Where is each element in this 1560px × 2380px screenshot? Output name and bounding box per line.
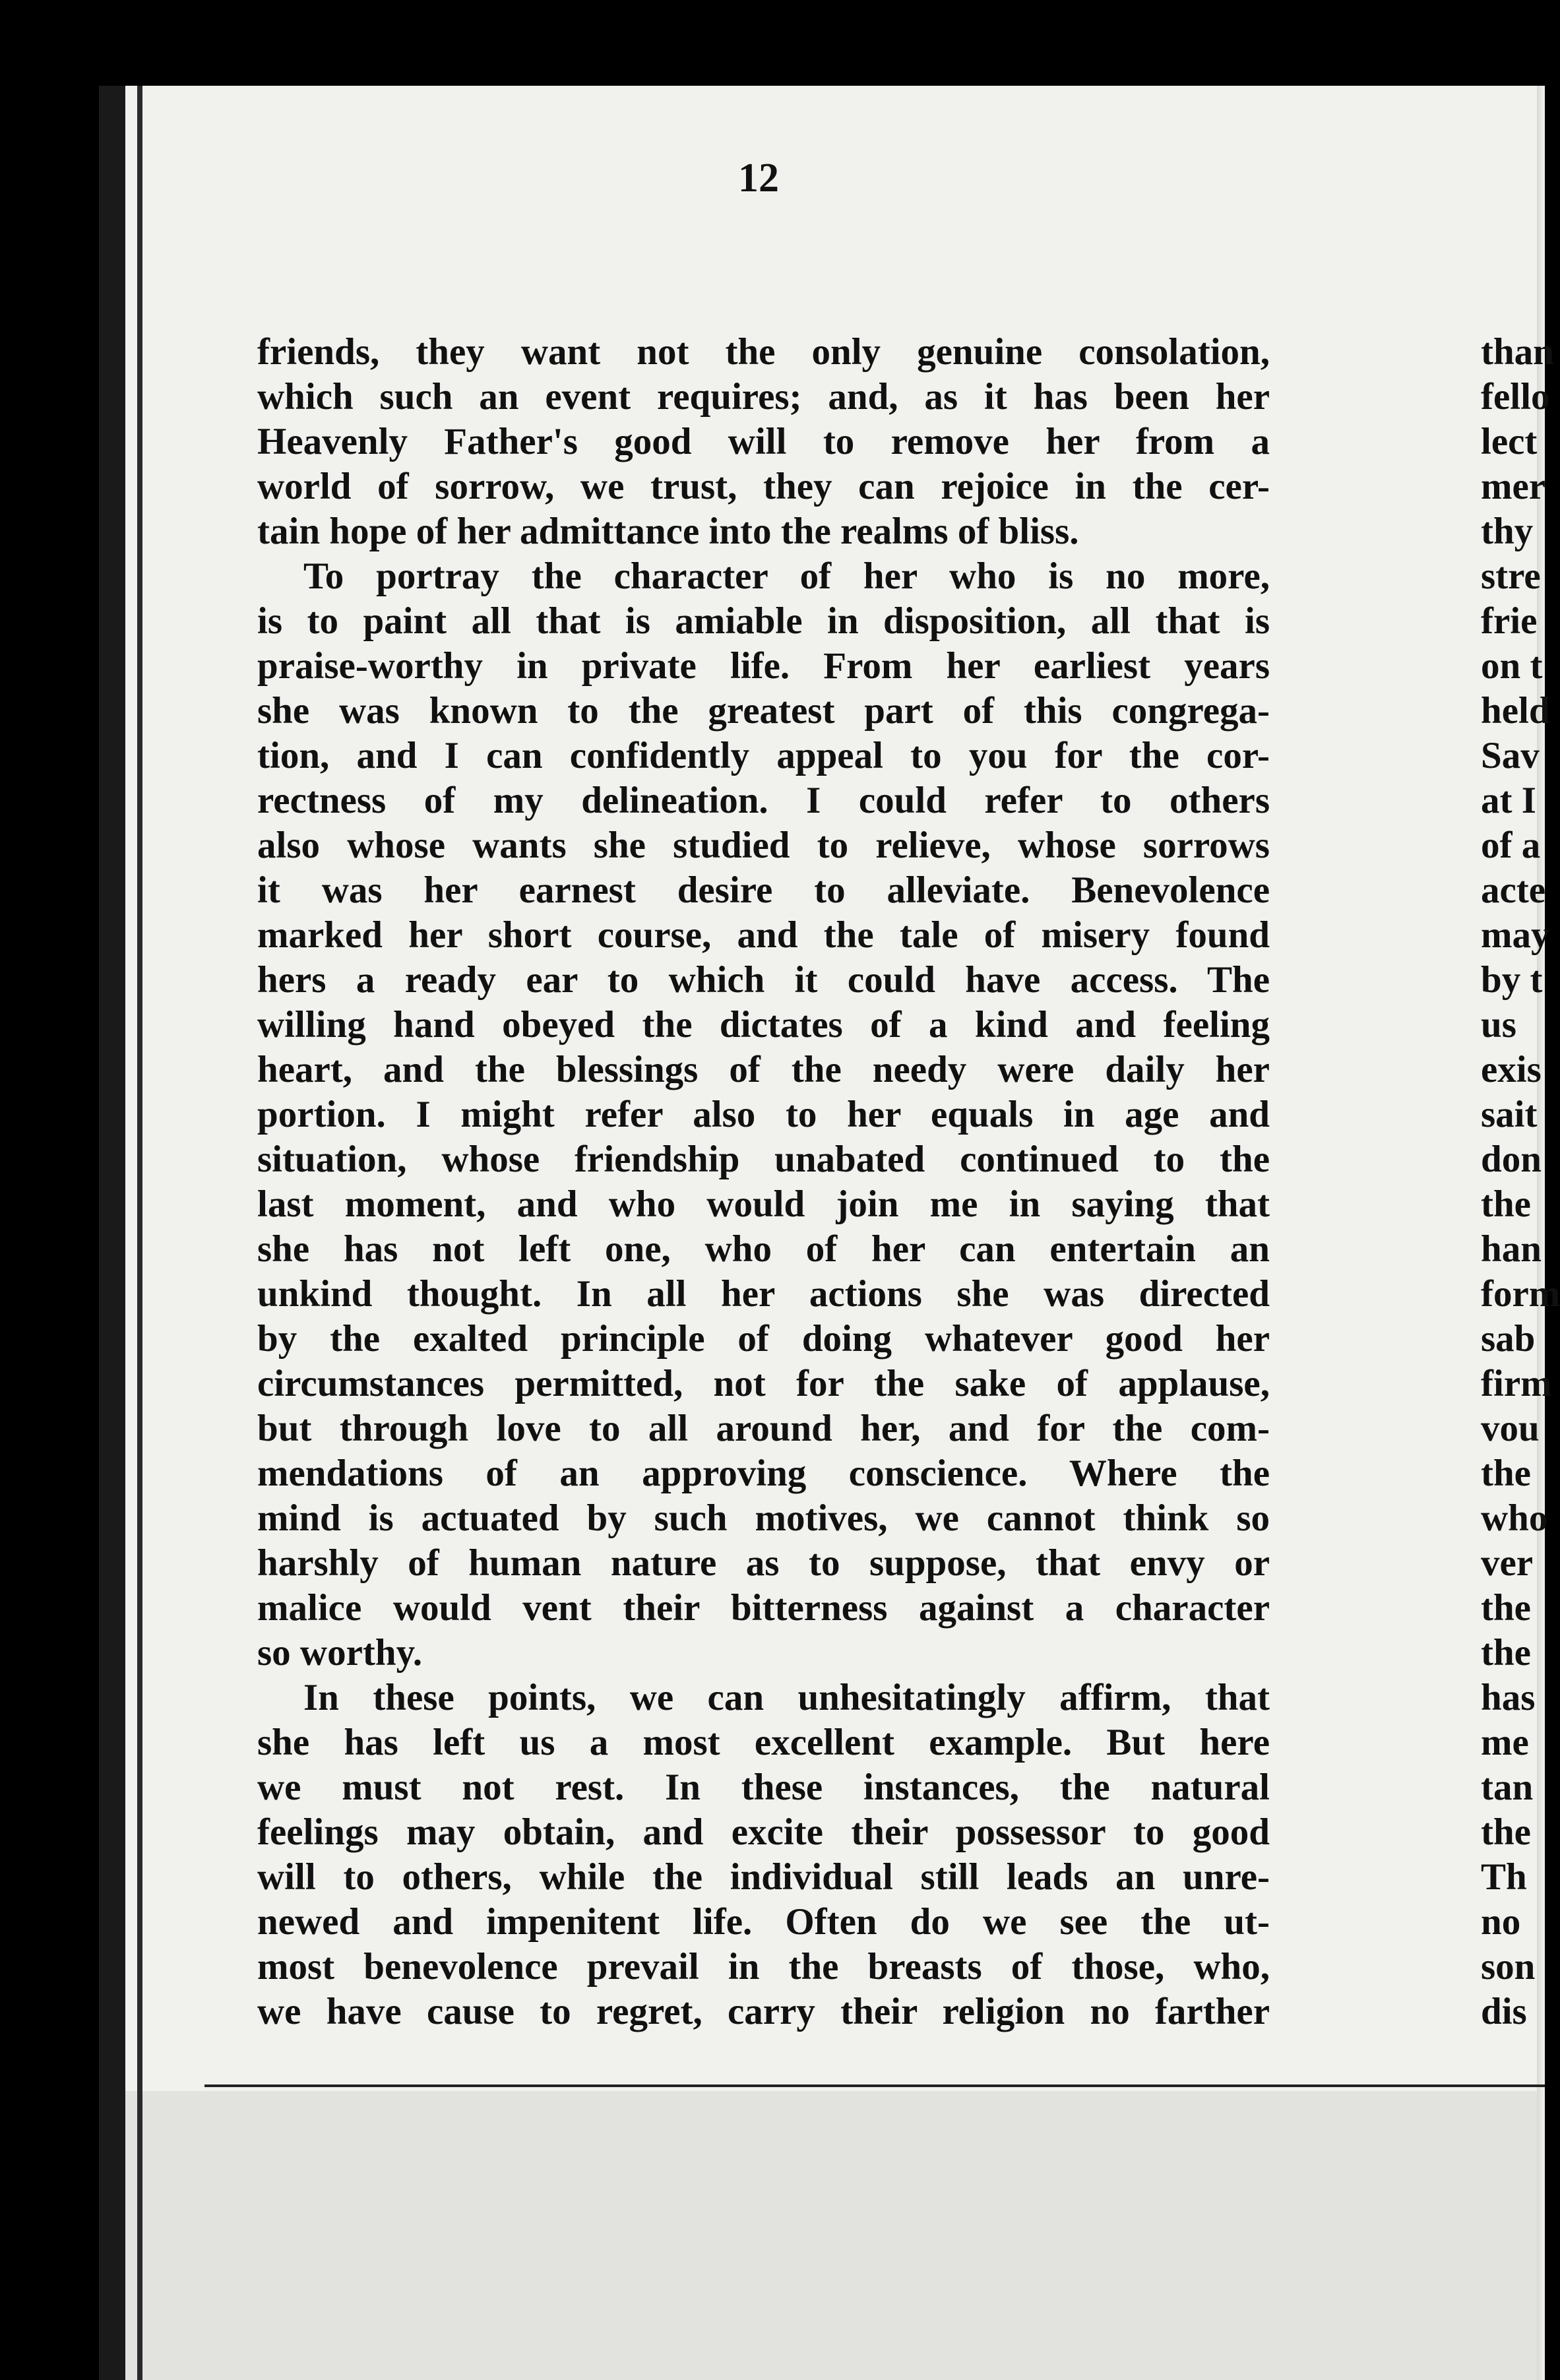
text-line: To portray the character of her who is no more, (303, 555, 1270, 597)
text-line: praise-worthy in private life. From her earliest years (257, 645, 1270, 687)
next-page-fragment: han (1481, 1228, 1542, 1270)
text-line: most benevolence prevail in the breasts of those, who, (257, 1946, 1270, 1988)
next-page-fragment: thy (1481, 511, 1534, 552)
next-page-fragment: frie (1481, 600, 1538, 642)
text-line: portion. I might refer also to her equals in age and (257, 1094, 1270, 1135)
text-line: unkind thought. In all her actions she was directed (257, 1273, 1270, 1315)
text-line: harshly of human nature as to suppose, that envy or (257, 1542, 1270, 1584)
page-number: 12 (738, 156, 779, 201)
main-text-column (257, 330, 1270, 2034)
text-line: it was her earnest desire to alleviate. Benevolence (257, 869, 1270, 911)
text-line: situation, whose friendship unabated continued to the (257, 1139, 1270, 1180)
text-line: will to others, while the individual still leads an unre- (257, 1856, 1270, 1898)
next-page-fragment: the (1481, 1587, 1531, 1629)
next-page-fragment: by t (1481, 959, 1543, 1001)
next-page-fragment: may (1481, 914, 1550, 956)
text-line: tion, and I can confidently appeal to you for the cor- (257, 735, 1270, 776)
text-line: feelings may obtain, and excite their possessor to good (257, 1811, 1270, 1853)
next-page-fragment: lect (1481, 421, 1538, 462)
next-page-fragment: firm (1481, 1363, 1552, 1404)
next-page-fragment: form (1481, 1273, 1560, 1315)
text-line: In these points, we can unhesitatingly affirm, that (303, 1677, 1270, 1718)
text-line: by the exalted principle of doing whatever good her (257, 1318, 1270, 1360)
text-line: she was known to the greatest part of this congrega- (257, 690, 1270, 732)
next-page-fragment: me (1481, 1722, 1529, 1763)
next-page-fragment: on t (1481, 645, 1543, 687)
next-page-fragment: who (1481, 1497, 1548, 1539)
text-line: she has not left one, who of her can entertain an (257, 1228, 1270, 1270)
text-line: mendations of an approving conscience. Where the (257, 1453, 1270, 1494)
text-line: which such an event requires; and, as it has been her (257, 376, 1270, 418)
next-page-fragment: Th (1481, 1856, 1527, 1898)
next-page-fragment: ver (1481, 1542, 1534, 1584)
text-line: malice would vent their bitterness against a character (257, 1587, 1270, 1629)
next-page-fragment: held (1481, 690, 1550, 732)
text-line: we have cause to regret, carry their religion no farther (257, 1991, 1270, 2032)
next-page-fragment: son (1481, 1946, 1536, 1988)
text-line: hers a ready ear to which it could have access. The (257, 959, 1270, 1001)
page-left-edge-line (137, 86, 142, 2380)
text-line: we must not rest. In these instances, the natural (257, 1767, 1270, 1808)
text-line: last moment, and who would join me in saying that (257, 1183, 1270, 1225)
bottom-rule (204, 2084, 1545, 2087)
text-line: also whose wants she studied to relieve, whose sorrows (257, 825, 1270, 866)
text-line: heart, and the blessings of the needy were daily her (257, 1049, 1270, 1090)
text-line: marked her short course, and the tale of misery found (257, 914, 1270, 956)
text-line: circumstances permitted, not for the sake of applause, (257, 1363, 1270, 1404)
next-page-fragment: at I (1481, 780, 1536, 821)
next-page-fragment: sait (1481, 1094, 1538, 1135)
text-line: newed and impenitent life. Often do we see the ut- (257, 1901, 1270, 1943)
text-line: she has left us a most excellent example. But here (257, 1722, 1270, 1763)
text-line: Heavenly Father's good will to remove her from a (257, 421, 1270, 462)
next-page-fragment: acte (1481, 869, 1546, 911)
text-line: willing hand obeyed the dictates of a kind and feeling (257, 1004, 1270, 1046)
next-page-fragment: the (1481, 1183, 1531, 1225)
page-bottom-shade (99, 2091, 1545, 2380)
next-page-fragment: exis (1481, 1049, 1542, 1090)
next-page-fragment: no (1481, 1901, 1521, 1943)
next-page-fragment: dis (1481, 1991, 1527, 2032)
next-page-fragment: has (1481, 1677, 1536, 1718)
next-page-fragment: mer (1481, 466, 1546, 507)
text-line: friends, they want not the only genuine consolation, (257, 331, 1270, 373)
next-page-fragment: the (1481, 1811, 1531, 1853)
next-page-fragment: us (1481, 1004, 1516, 1046)
text-line: mind is actuated by such motives, we cannot think so (257, 1497, 1270, 1539)
text-line: world of sorrow, we trust, they can rejoice in the cer- (257, 466, 1270, 507)
next-page-fragment: of a (1481, 825, 1541, 866)
next-page-fragment: vou (1481, 1408, 1540, 1449)
next-page-fragment: the (1481, 1632, 1531, 1674)
text-line: so worthy. (257, 1632, 423, 1674)
next-page-fragment: sab (1481, 1318, 1536, 1360)
text-line: but through love to all around her, and for the com- (257, 1408, 1270, 1449)
next-page-fragment: Sav (1481, 735, 1540, 776)
next-page-fragment-column (1481, 330, 1560, 2034)
next-page-fragment: the (1481, 1453, 1531, 1494)
next-page-fragment: don (1481, 1139, 1542, 1180)
text-line: is to paint all that is amiable in disposition, all that is (257, 600, 1270, 642)
page-left-edge (99, 86, 125, 2380)
next-page-fragment: than (1481, 331, 1554, 373)
next-page-fragment: fello (1481, 376, 1550, 418)
next-page-fragment: stre (1481, 555, 1541, 597)
text-line: rectness of my delineation. I could refer to others (257, 780, 1270, 821)
next-page-fragment: tan (1481, 1767, 1534, 1808)
text-line: tain hope of her admittance into the realms of bliss. (257, 511, 1079, 552)
